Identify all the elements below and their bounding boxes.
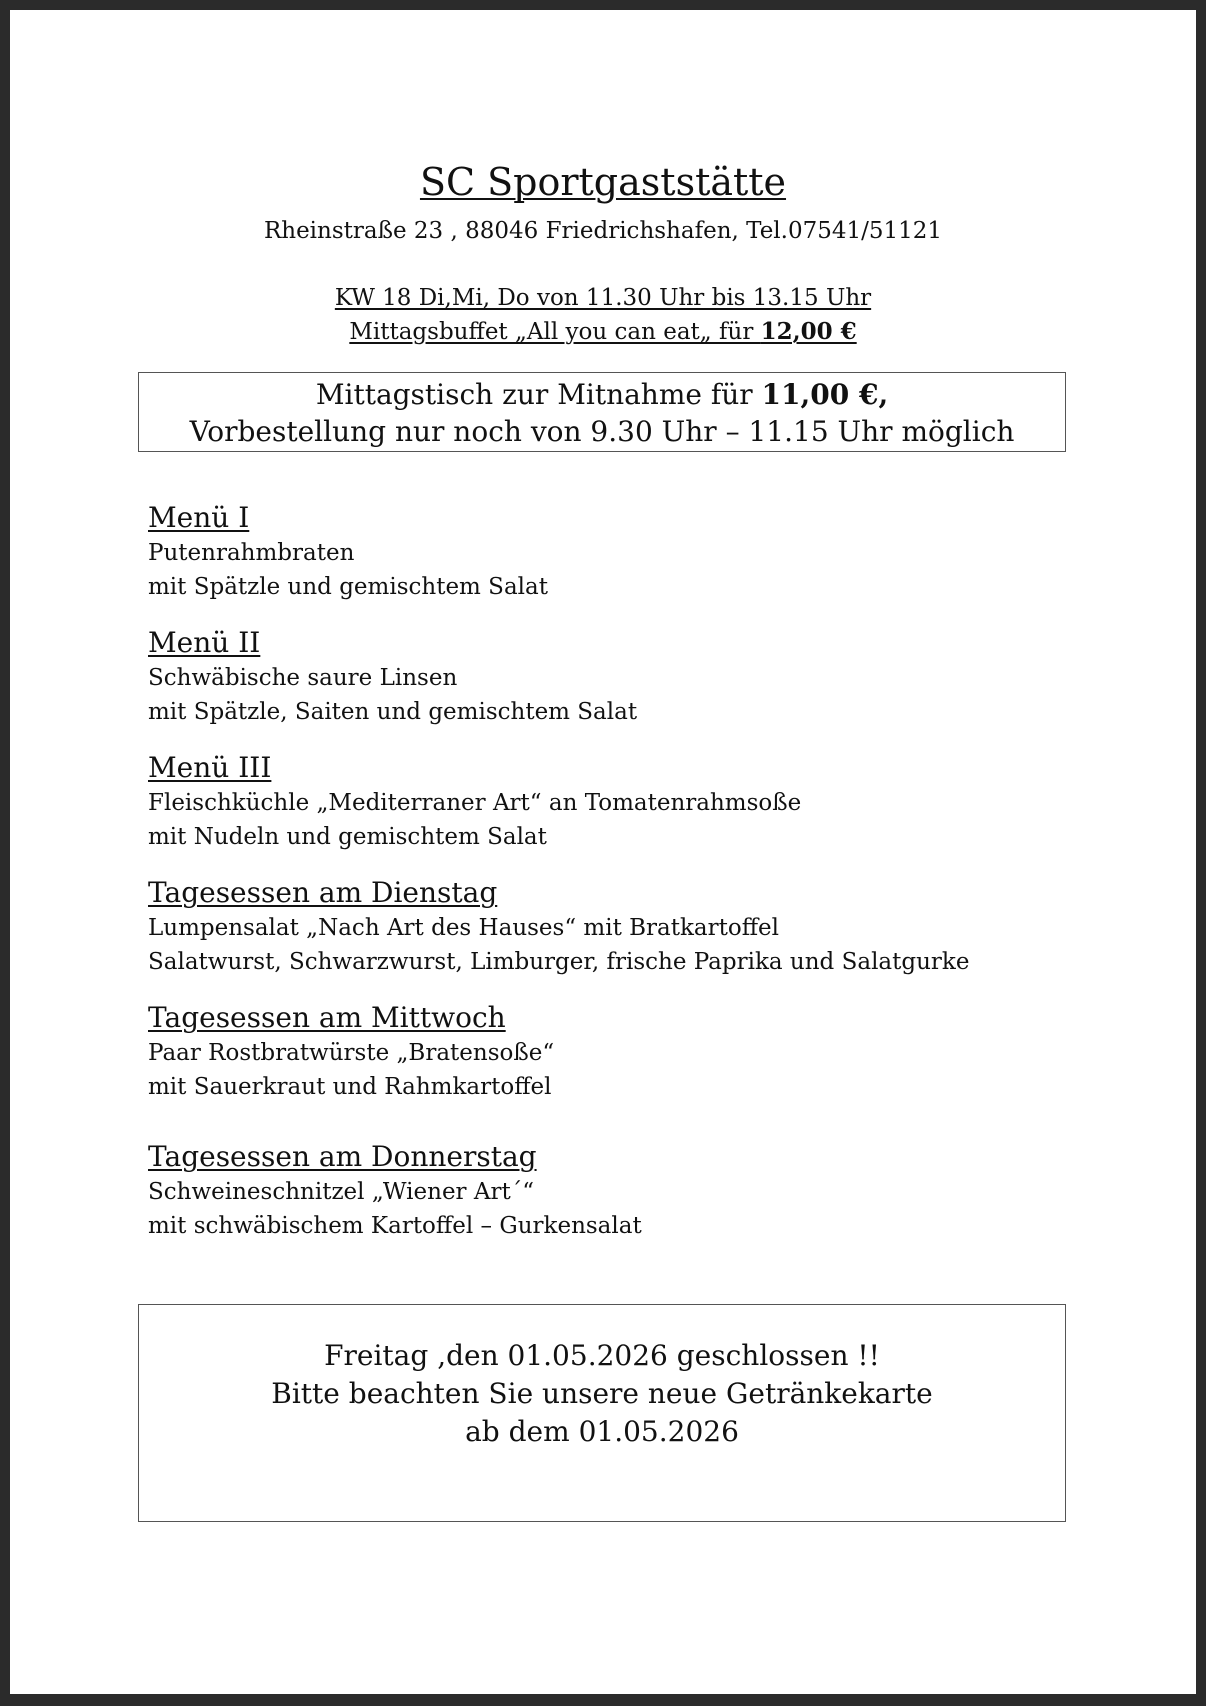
menu-line: Fleischküchle „Mediterraner Art“ an Tomatenrahmsoße — [148, 790, 802, 816]
week-hours-text: KW 18 Di,Mi, Do von 11.30 Uhr bis 13.15 Uhr — [334, 285, 872, 311]
menu-heading: Tagesessen am Dienstag — [148, 876, 498, 909]
menu-heading: Tagesessen am Mittwoch — [148, 1001, 506, 1034]
menu-item-2 — [148, 625, 637, 729]
buffet-text: Mittagsbuffet „All you can eat„ für — [349, 319, 761, 345]
address-line: Rheinstraße 23 , 88046 Friedrichshafen, Tel.07541/51121 — [263, 218, 943, 244]
document-page — [10, 10, 1196, 1694]
buffet-text-wrap — [349, 319, 856, 345]
takeaway-price: 11,00 €, — [761, 378, 889, 411]
menu-item-1 — [148, 500, 548, 604]
week-hours-line — [10, 285, 1196, 311]
menu-line: Schwäbische saure Linsen — [148, 665, 458, 691]
menu-line: mit Nudeln und gemischtem Salat — [148, 824, 547, 850]
takeaway-text: Mittagstisch zur Mitnahme für — [315, 378, 762, 411]
menu-line: mit schwäbischem Kartoffel – Gurkensalat — [148, 1213, 642, 1239]
notice-line-2: Bitte beachten Sie unsere neue Getränkekarte — [271, 1377, 933, 1410]
menu-item-wednesday — [148, 1000, 554, 1104]
menu-heading: Menü I — [148, 501, 250, 534]
menu-heading: Menü III — [148, 751, 272, 784]
menu-heading: Tagesessen am Donnerstag — [148, 1140, 537, 1173]
buffet-price: 12,00 € — [760, 318, 857, 345]
menu-line: Schweineschnitzel „Wiener Art´“ — [148, 1179, 534, 1205]
buffet-line — [10, 318, 1196, 345]
page-title — [10, 160, 1196, 204]
notice-line-3: ab dem 01.05.2026 — [465, 1415, 739, 1448]
takeaway-line-2: Vorbestellung nur noch von 9.30 Uhr – 11.15 Uhr möglich — [189, 415, 1015, 448]
menu-item-3 — [148, 750, 801, 854]
takeaway-line-1 — [139, 378, 1065, 411]
notice-box — [138, 1304, 1066, 1522]
menu-line: Salatwurst, Schwarzwurst, Limburger, frische Paprika und Salatgurke — [148, 949, 970, 975]
menu-line: mit Spätzle, Saiten und gemischtem Salat — [148, 699, 638, 725]
menu-item-tuesday — [148, 875, 969, 979]
notice-line-1: Freitag ,den 01.05.2026 geschlossen !! — [324, 1339, 880, 1372]
menu-heading: Menü II — [148, 626, 261, 659]
restaurant-name: SC Sportgaststätte — [419, 160, 787, 204]
menu-line: mit Spätzle und gemischtem Salat — [148, 574, 548, 600]
menu-item-thursday — [148, 1139, 642, 1243]
menu-line: Putenrahmbraten — [148, 540, 355, 566]
takeaway-box — [138, 372, 1066, 452]
menu-line: Lumpensalat „Nach Art des Hauses“ mit Bratkartoffel — [148, 915, 780, 941]
menu-line: mit Sauerkraut und Rahmkartoffel — [148, 1074, 552, 1100]
menu-line: Paar Rostbratwürste „Bratensoße“ — [148, 1040, 555, 1066]
